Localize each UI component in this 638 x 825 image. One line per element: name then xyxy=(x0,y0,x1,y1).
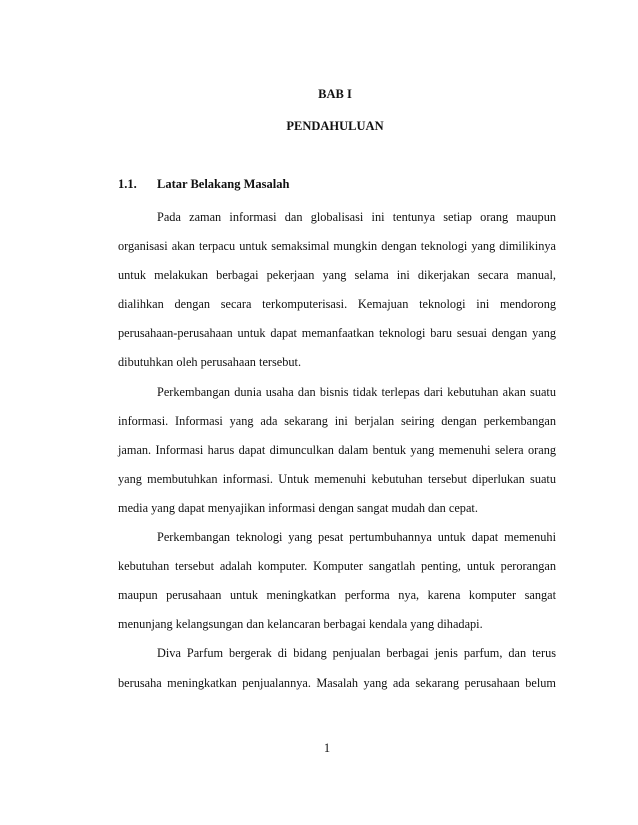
paragraph: Perkembangan teknologi yang pesat pertumbuhannya untuk dapat memenuhi kebutuhan tersebut adalah komputer. Komputer sangatlah penting, untuk perorangan maupun perusahaan untuk meningkatkan performa nya, karena komputer sangat menunjang kelangsungan dan kelancaran berbagai kendala yang dihadapi. xyxy=(118,530,556,632)
chapter-number: BAB I xyxy=(318,87,352,101)
page-number: 1 xyxy=(323,741,331,755)
section-heading xyxy=(118,177,289,192)
paragraph: Diva Parfum bergerak di bidang penjualan berbagai jenis parfum, dan terus berusaha meningkatkan penjualannya. Masalah yang ada sekarang perusahaan belum xyxy=(118,646,556,690)
paragraph: Pada zaman informasi dan globalisasi ini tentunya setiap orang maupun organisasi akan terpacu untuk semaksimal mungkin dengan teknologi yang dimilikinya untuk melakukan berbagai pekerjaan yang selama ini dikerjakan secara manual, dialihkan dengan secara terkomputerisasi. Kemajuan teknologi ini mendorong perusahaan-perusahaan untuk dapat memanfaatkan teknologi baru sesuai dengan yang dibutuhkan oleh perusahaan tersebut. xyxy=(118,210,556,370)
paragraph: Perkembangan dunia usaha dan bisnis tidak terlepas dari kebutuhan akan suatu informasi. Informasi yang ada sekarang ini berjalan seiring dengan perkembangan jaman. Informasi harus dapat dimunculkan dalam bentuk yang memenuhi selera orang yang membutuhkan informasi. Untuk memenuhi kebutuhan tersebut diperlukan suatu media yang dapat menyajikan informasi dengan sangat mudah dan cepat. xyxy=(118,384,556,515)
section-number: 1.1. xyxy=(118,177,137,191)
chapter-title: PENDAHULUAN xyxy=(286,119,384,133)
body-text xyxy=(118,203,556,698)
section-title: Latar Belakang Masalah xyxy=(157,177,290,191)
